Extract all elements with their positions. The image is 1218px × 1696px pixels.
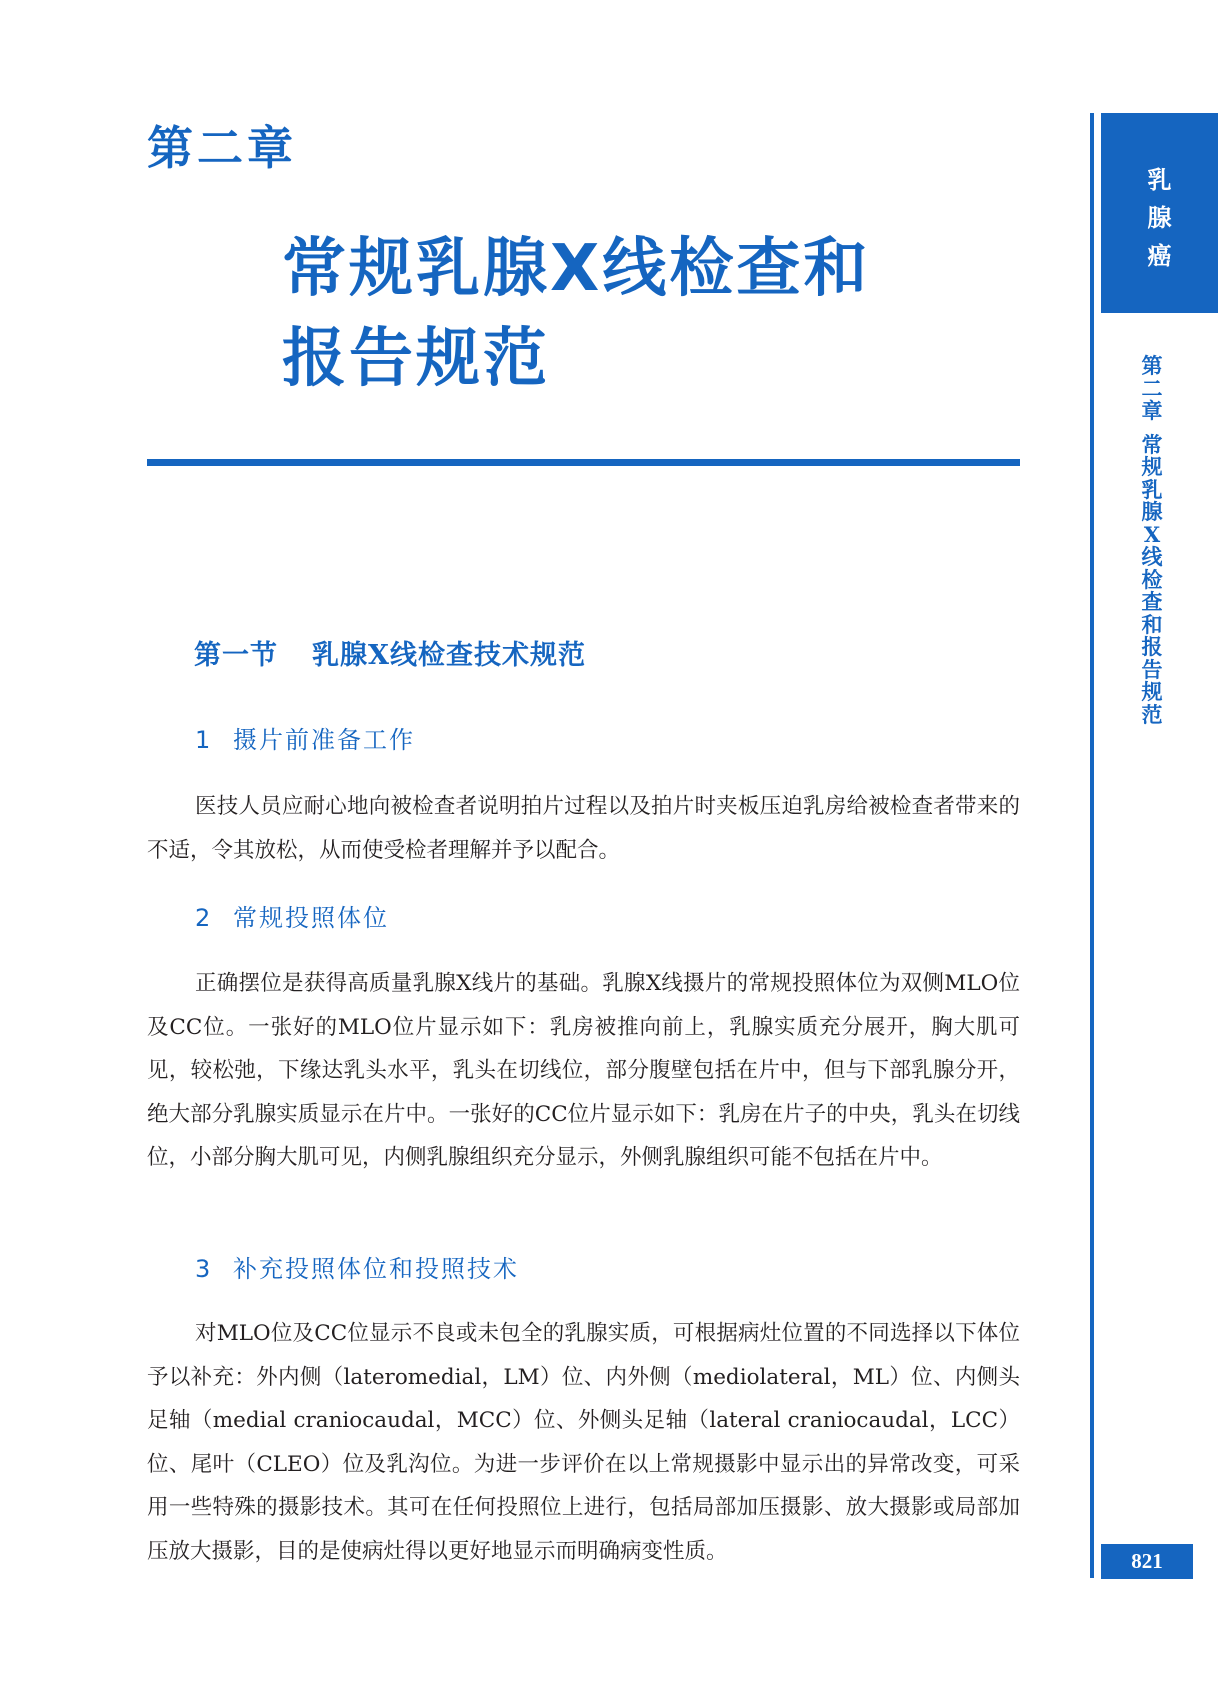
running-title-char: 第 [1141, 353, 1163, 378]
running-title-char: 查 [1141, 589, 1163, 614]
running-title-char: 二 [1141, 375, 1163, 401]
chapter-title-line-1: 常规乳腺X线检查和 [282, 232, 871, 306]
paragraph-2: 正确摆位是获得高质量乳腺X线片的基础。乳腺X线摄片的常规投照体位为双侧MLO位及CC位。一张好的MLO位片显示如下：乳房被推向前上，乳腺实质充分展开，胸大肌可见，较松弛，下缘达乳头水平，乳头在切线位，部分腹壁包括在片中，但与下部乳腺分开，绝大部分乳腺实质显示在片中。一张好的CC位片显示如下：乳房在片子的中央，乳头在切线位，小部分胸大肌可见，内侧乳腺组织充分显示，外侧乳腺组织可能不包括在片中。 [147, 971, 1020, 1170]
title-divider [147, 459, 1020, 466]
side-rule [1090, 113, 1094, 1578]
subsection-heading-3 [195, 1249, 519, 1284]
running-title-char: 范 [1141, 701, 1163, 727]
chapter-title [282, 224, 942, 404]
side-tab-char: 乳 [1147, 166, 1172, 194]
subsection-heading-2 [195, 898, 389, 933]
running-title-char: 告 [1141, 656, 1163, 682]
running-title-char: 章 [1141, 398, 1163, 423]
subsection-number: 2 [195, 904, 213, 932]
running-title-char: 线 [1141, 544, 1163, 569]
section-heading [194, 633, 586, 672]
running-title-char: 规 [1141, 679, 1163, 704]
subsection-title: 摄片前准备工作 [233, 726, 415, 754]
running-title-char: 报 [1141, 634, 1163, 659]
running-title-char: 常 [1141, 431, 1163, 457]
running-title-char: 检 [1141, 566, 1163, 592]
running-title-char: X [1143, 521, 1161, 547]
running-title-char: 腺 [1141, 499, 1163, 524]
side-tab-char: 腺 [1147, 204, 1172, 232]
subsection-title: 常规投照体位 [233, 904, 389, 932]
paragraph-3: 对MLO位及CC位显示不良或未包全的乳腺实质，可根据病灶位置的不同选择以下体位予以补充：外内侧（lateromedial，LM）位、内外侧（mediolateral，ML）位、内侧头足轴（medial craniocaudal，MCC）位、外侧头足轴（lateral craniocaudal，LCC）位、尾叶（CLEO）位及乳沟位。为进一步评价在以上常规摄影中显示出的异常改变，可采用一些特殊的摄影技术。其可在任何投照位上进行，包括局部加压摄影、放大摄影或局部加压放大摄影，目的是使病灶得以更好地显示而明确病变性质。 [147, 1321, 1020, 1564]
chapter-title-line-2: 报告规范 [282, 322, 550, 396]
section-title: 乳腺X线检查技术规范 [312, 640, 586, 671]
subsection-heading-1 [195, 720, 415, 755]
chapter-label: 第二章 [147, 121, 297, 175]
section-number: 第一节 [194, 640, 278, 671]
running-title-char: 乳 [1141, 476, 1163, 502]
subsection-number: 1 [195, 726, 213, 754]
subsection-title: 补充投照体位和投照技术 [233, 1255, 519, 1283]
paragraph-1: 医技人员应耐心地向被检查者说明拍片过程以及拍片时夹板压迫乳房给被检查者带来的不适，令其放松，从而使受检者理解并予以配合。 [147, 794, 1020, 863]
running-title-char: 和 [1141, 611, 1163, 637]
subsection-number: 3 [195, 1255, 213, 1283]
page-number: 821 [1101, 1544, 1193, 1579]
side-book-tab [1101, 113, 1218, 313]
side-tab-char: 癌 [1147, 242, 1172, 270]
side-running-title [1134, 355, 1170, 726]
running-title-char: 规 [1141, 454, 1163, 479]
